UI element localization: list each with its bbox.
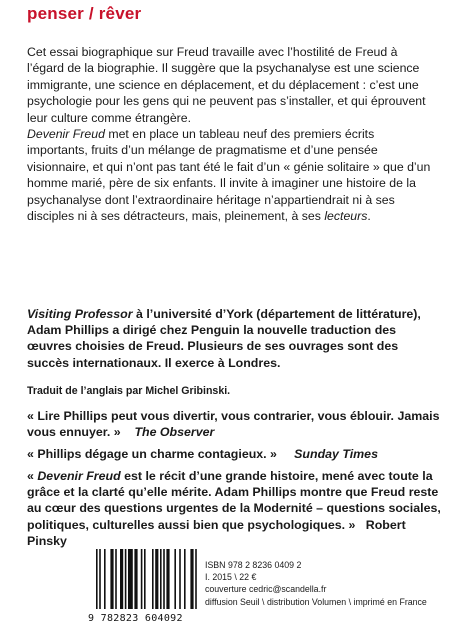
cover-credit: couverture cedric@scandella.fr [205, 584, 327, 595]
quote-source: Robert Pinsky [27, 517, 406, 548]
lecteurs-word: lecteurs [324, 209, 368, 224]
press-quote-observer [27, 408, 442, 440]
barcode-digits: 9 782823 604092 [88, 613, 183, 624]
book-title-mention: Devenir Freud [37, 469, 121, 483]
quote-text: « Lire Phillips peut vous divertir, vous contrarier, vous éblouir. Jamais vous ennuyer. » [27, 409, 440, 440]
blurb-paragraph-2-text: met en place un tableau neuf des premiers écrits importants, fruits d’un mélange de pragmatisme et d’une pensée visionnaire, et qui n’ont pas tant été le fait d’un « génie solitaire » que d’un homme marié, père de six enfants. Il invite à imaginer une histoire de la psychanalyse dont l’extraordinaire héritage n’appartiendrait ni à ses disciples ni à ses détracteurs, mais, pleinement, à ses [27, 127, 431, 224]
press-quote-sunday-times [27, 446, 442, 462]
author-bio [27, 306, 442, 371]
publication-info [205, 559, 427, 608]
translator-credit: Traduit de l’anglais par Michel Gribinski. [27, 385, 231, 397]
author-bio-text: à l’université d’York (département de littérature), Adam Phillips a dirigé chez Penguin la nouvelle traduction des œuvres choisies de Freud. Plusieurs de ses ouvrages sont des succès internationaux. Il exerce à Londres. [27, 307, 421, 370]
quote-open: « [27, 469, 38, 483]
back-cover-blurb [27, 44, 437, 224]
book-title-mention: Devenir Freud [27, 127, 105, 142]
barcode-bars [88, 549, 201, 613]
blurb-period: . [367, 209, 371, 224]
author-position: Visiting Professor [27, 307, 133, 321]
press-quote-pinsky [27, 468, 442, 549]
isbn-number: ISBN 978 2 8236 0409 2 [205, 560, 302, 570]
distribution-info: diffusion Seuil \ distribution Volumen \ imprimé en France [205, 596, 427, 607]
quote-text: est le récit d’une grande histoire, mené avec toute la grâce et la clarté qu’elle mérite. Adam Phillips montre que Freud reste au cœur des questions urgentes de la Modernité – questions sociales, politiques, culturelles aussi bien que psychologiques. » [27, 469, 441, 532]
isbn-barcode [88, 549, 201, 629]
quote-text: « Phillips dégage un charme contagieux. » [27, 447, 277, 461]
collection-name: penser / rêver [27, 4, 142, 23]
quote-source: Sunday Times [294, 447, 378, 461]
blurb-paragraph-2 [27, 126, 437, 224]
blurb-paragraph-1: Cet essai biographique sur Freud travaille avec l’hostilité de Freud à l’égard de la biographie. Il suggère que la psychanalyse est une science immigrante, une science en déplacement, et du déplacement : c’est une psychologie pour les gens qui ne peuvent pas s’installer, et qui éprouvent leur culture comme étrangère. [27, 45, 426, 125]
legal-deposit-price: I. 2015 \ 22 € [205, 572, 257, 583]
quote-source: The Observer [134, 425, 215, 440]
